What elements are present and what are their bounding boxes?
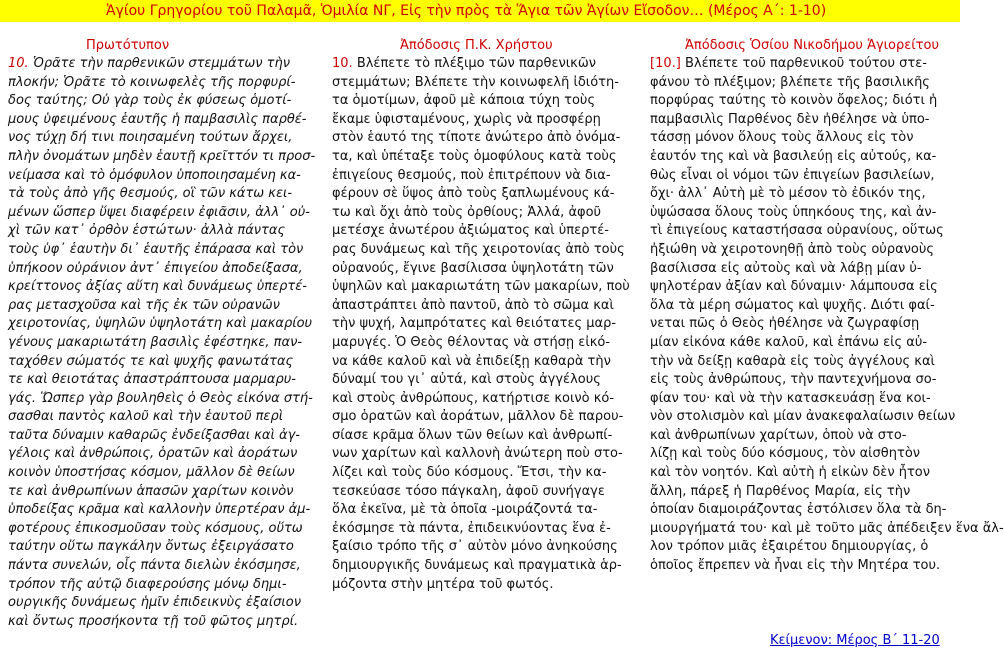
- text-line: κοινὸν ὑποστήσας κόσμον, μᾶλλον δὲ θείων: [8, 465, 295, 481]
- text-line-content: Βλέπετε τὸ πλέξιμο τῶν παρθενικῶν: [352, 56, 596, 71]
- text-line: καὶ ὄντως προσήκοντα τῇ τοῦ φῶτος μητρί.: [8, 613, 299, 629]
- text-line: παμβασιλὶς Παρθένος δὲν ἠθέλησε νὰ ὑπο-: [650, 111, 930, 127]
- text-line: ὑψώσασα ὅλους τοὺς ὑπηκόους της, καὶ ἀν-: [650, 204, 937, 220]
- text-line: τάσσῃ μόνον ὅλους τοὺς ἄλλους εἰς τὸν: [650, 130, 914, 146]
- text-line: [332, 55, 627, 74]
- text-line: ὅλα τὰ μέρη σώματος καὶ ψυχῆς. Διότι φαί-: [650, 297, 935, 313]
- text-line: φέρουν σὲ ὕψος ἀπὸ τοὺς ξαπλωμένους κά-: [332, 186, 615, 202]
- text-line: νων χαρίτων καὶ καλλονὴ ἀνώτερη ποὺ στο-: [332, 446, 623, 462]
- text-line: μαρυγές. Ὁ Θεὸς θέλοντας νὰ στήσῃ εἰκό-: [332, 334, 611, 350]
- text-line: χειροτονίας, ὑψηλῶν ὑψηλοτάτη καὶ μακαρίου: [8, 316, 313, 332]
- text-line: μετέσχε ἀνωτέρου ἀξιώματος καὶ ὑπερτέ-: [332, 223, 609, 239]
- text-line: νὸν στολισμὸν καὶ μίαν ἀνακεφαλαίωσιν θείων: [650, 409, 956, 425]
- paragraph-number: [10.]: [650, 56, 681, 71]
- text-line: τε καὶ θειοτάτας ἀπαστράπτουσα μαρμαρυ-: [8, 372, 296, 388]
- text-line: ὁποίαν διαμοιράζοντας ἐστόλισεν ὅλα τὰ δη-: [650, 502, 947, 518]
- text-line: σίασε κρᾶμα ὅλων τῶν θείων καὶ ἀνθρωπί-: [332, 427, 613, 443]
- text-line: φίαν του· καὶ νὰ τὴν κατασκευάσῃ ἕνα κοι-: [650, 390, 931, 406]
- text-line: νείμασα καὶ τὸ ὁμόφυλον ὑποποιησαμένη κα-: [8, 167, 301, 183]
- text-line: λον τρόπον μιᾶς ἐξαιρέτου δημιουργίας, ὁ: [650, 539, 929, 555]
- text-line: τεσκεύασε τόσο πάγκαλη, ἀφοῦ συνήγαγε: [332, 483, 605, 499]
- text-line: τε καὶ ἀνθρωπίνων ἁπασῶν χαρίτων κοινὸν: [8, 483, 294, 499]
- text-line: ἐκόσμησε τὰ πάντα, ἐπιδεικνύοντας ἕνα ἐ-: [332, 520, 611, 536]
- column-original-text: [8, 55, 316, 631]
- text-line: ὅλα ἐκεῖνα, μὲ τὰ ὁποῖα -μοιράζοντά τα-: [332, 502, 598, 518]
- text-line: τὶ ἐπιγείους καταστήσασα οὐρανίους, οὕτως: [650, 223, 944, 239]
- text-line: γέλοις καὶ ἀνθρώποις, ὁρατῶν καὶ ἀοράτων: [8, 446, 298, 462]
- text-line: στὸν ἑαυτό της τίποτε ἀνώτερο ἀπὸ ὀνόμα-: [332, 130, 621, 146]
- text-line: ταχόθεν σώματός τε καὶ ψυχῆς φανωτάτας: [8, 353, 294, 369]
- text-line: ταύτην οὕτω παγκάλην ὄντως ἐξειργάσατο: [8, 539, 294, 555]
- text-line: τα, καὶ ὑπέταξε τοὺς ὁμοφύλους κατὰ τοὺς: [332, 148, 617, 164]
- text-line: ὑψηλῶν καὶ μακαριωτάτη τῶν μακαρίων, ποὺ: [332, 279, 630, 295]
- text-line-content: Βλέπετε τοῦ παρθενικοῦ τούτου στε-: [680, 56, 927, 71]
- text-line: στεμμάτων; Βλέπετε τὴν κοινωφελῆ ἰδιότη-: [332, 74, 619, 90]
- text-line: [8, 55, 308, 74]
- text-line: [650, 55, 955, 74]
- text-line: καὶ ἀνθρωπίνων χαρίτων, ὁποὺ νὰ στο-: [650, 427, 907, 443]
- text-line: ξαίσιο τρόπο τῆς σ᾽ αὐτὸν μόνο ἀνηκούσης: [332, 539, 618, 555]
- text-line: ὑπήκοον οὐράνιον ἀντ᾽ ἐπιγείου ἀποδείξασα,: [8, 260, 303, 276]
- text-line: κρείττονος ἀξίας αὕτη καὶ δυνάμεως ὑπερτέ-: [8, 279, 307, 295]
- text-line-content: Ὁρᾶτε τὴν παρθενικῶν στεμμάτων τὴν: [28, 56, 290, 71]
- text-line: τρόπον τῆς αὐτῷ διαφερούσης μόνῳ δημι-: [8, 576, 287, 592]
- text-line: γένους μακαριωτάτη βασιλὶς ἐφέστηκε, παν-: [8, 334, 303, 350]
- text-line: εἰς τοὺς ἀνθρώπους, τὴν παντεχνήμονα σο-: [650, 372, 937, 388]
- text-line: ἐπιγείους θεσμούς, ποὺ ἐπιτρέπουν νὰ δια-: [332, 167, 611, 183]
- text-line: δημιουργικῆς δυνάμεως καὶ πραγματικὰ ἁρ-: [332, 558, 622, 574]
- text-line: μίαν εἰκόνα κάθε καλοῦ, καὶ ἐπάνω εἰς αὐ-: [650, 334, 928, 350]
- text-line: ρας μετασχοῦσα καὶ τῆς ἐκ τῶν οὐρανῶν: [8, 297, 280, 313]
- text-line: τὰ τοὺς ἀπὸ γῆς θεσμούς, οἳ τῶν κάτω κει-: [8, 186, 293, 202]
- text-line: ἠξιώθη νὰ χειροτονηθῇ ἀπὸ τοὺς οὐρανοὺς: [650, 241, 935, 257]
- text-line: πλοκήν; Ὁρᾶτε τὸ κοινωφελὲς τῆς πορφυρί-: [8, 74, 296, 90]
- text-line: λίζῃ καὶ τοὺς δύο κόσμους, τὸν αἰσθητὸν: [650, 446, 921, 462]
- text-line: ουργικῆς δυνάμεως ἡμῖν ἐπιδεικνὺς ἐξαίσιον: [8, 595, 301, 611]
- text-line: ψηλοτέραν ἀξίαν καὶ δύναμιν· λάμπουσα εἰς: [650, 279, 938, 295]
- text-line: ἀπαστράπτει ἀπὸ παντοῦ, ἀπὸ τὸ σῶμα καὶ: [332, 297, 614, 313]
- text-line: μους ὑφειμένους ἑαυτῆς ἡ παμβασιλὶς παρθέ-: [8, 111, 307, 127]
- text-line: ὑποδείξας κρᾶμα καὶ καλλονὴν ὑπερτέραν ἀμ-: [8, 502, 311, 518]
- text-line: θὼς εἶναι οἱ νόμοι τῶν ἐπιγείων βασιλείων,: [650, 167, 935, 183]
- text-line: οὐρανούς, ἔγινε βασίλισσα ὑψηλοτάτη τῶν: [332, 260, 614, 276]
- text-line: μένων ὥσπερ ὕψει διαφέρειν ἐφιᾶσιν, ἀλλ᾽ οὐ-: [8, 204, 310, 220]
- text-line: ἔκαμε ὑφισταμένους, χωρὶς νὰ προσφέρῃ: [332, 111, 601, 127]
- text-line: τὴν νὰ δείξῃ καθαρὰ εἰς τοὺς ἀγγέλους καὶ: [650, 353, 935, 369]
- text-line: ἑαυτόν της καὶ νὰ βασιλεύῃ εἰς αὐτούς, κα-: [650, 148, 937, 164]
- text-line: ὄχι· ἀλλ᾽ Αὐτὴ μὲ τὸ μέσον τὸ ἐδικόν της,: [650, 186, 926, 202]
- column-christou-text: [332, 55, 630, 594]
- text-line: νεται πῶς ὁ Θεὸς ἠθέλησε νὰ ζωγραφίσῃ: [650, 316, 920, 332]
- text-line: πλὴν ὀνομάτων μηδὲν ἑαυτῇ κρεῖττόν τι προσ-: [8, 148, 316, 164]
- text-line: σμο ὁρατῶν καὶ ἀοράτων, μᾶλλον δὲ παρου-: [332, 409, 624, 425]
- text-line: νος τύχῃ δή τινι ποιησαμένη τούτων ἄρχει,: [8, 130, 293, 146]
- text-line: καὶ τὸν νοητόν. Καὶ αὐτὴ ἡ εἰκὼν δὲν ἦτον: [650, 465, 931, 481]
- column-heading-original: Πρωτότυπον: [86, 38, 170, 53]
- text-line: μόζοντα στὴν μητέρα τοῦ φωτός.: [332, 576, 554, 592]
- text-line: φάνου τὸ πλέξιμον; βλέπετε τῆς βασιλικῆς: [650, 74, 930, 90]
- text-line: τα ὁμοτίμων, ἀφοῦ μὲ κάποια τύχη τοὺς: [332, 93, 596, 109]
- column-heading-nikodimos: Ἀπόδοσις Ὁσίου Νικοδήμου Ἁγιορείτου: [685, 38, 939, 53]
- text-line: δύναμί του γι᾽ αὐτά, καὶ στοὺς ἀγγέλους: [332, 372, 601, 388]
- text-line: γάς. Ὥσπερ γὰρ βουληθεὶς ὁ Θεὸς εἰκόνα στή-: [8, 390, 313, 406]
- text-line: τω καὶ ὄχι ἀπὸ τοὺς ὀρθίους; Ἀλλά, ἀφοῦ: [332, 204, 602, 220]
- column-nikodimos-text: [650, 55, 1004, 576]
- text-line: βασίλισσα εἰς αὐτοὺς καὶ νὰ λάβῃ μίαν ὑ-: [650, 260, 922, 276]
- text-line: φοτέρους ἐπικοσμοῦσαν τοὺς κόσμους, οὕτω: [8, 520, 303, 536]
- text-line: πορφύρας ταύτης τὸ κοινὸν ὄφελος; διότι ἡ: [650, 93, 938, 109]
- text-line: ὁποῖος ἔπρεπεν νὰ ἦναι εἰς τὴν Μητέρα του.: [650, 558, 941, 574]
- text-line: καὶ στοὺς ἀνθρώπους, κατήρτισε κοινὸ κό-: [332, 390, 615, 406]
- text-line: να κάθε καλοῦ καὶ νὰ ἐπιδείξῃ καθαρὰ τὴν: [332, 353, 611, 369]
- paragraph-number: 10.: [8, 56, 29, 71]
- text-line: δος ταύτης; Οὐ γὰρ τοὺς ἐκ φύσεως ὁμοτί-: [8, 93, 292, 109]
- text-line: μιουργήματά του· καὶ μὲ τοῦτο μᾶς ἀπέδειξεν ἕνα ἄλ-: [650, 520, 1004, 536]
- text-line: ρας δυνάμεως καὶ τῆς χειροτονίας ἀπὸ τοὺς: [332, 241, 625, 257]
- next-part-link[interactable]: Κείμενον: Μέρος Β΄ 11-20: [770, 633, 940, 648]
- text-line: χὶ τῶν κατ᾽ ὀρθὸν ἑστώτων· ἀλλὰ πάντας: [8, 223, 286, 239]
- paragraph-number: 10.: [332, 56, 353, 71]
- text-line: σασθαι παντὸς καλοῦ καὶ τὴν ἑαυτοῦ περὶ: [8, 409, 284, 425]
- column-heading-christou: Ἀπόδοσις Π.Κ. Χρήστου: [400, 38, 553, 53]
- text-line: πάντα συνελών, οἷς πάντα διελὼν ἐκόσμησε,: [8, 558, 301, 574]
- text-line: τὴν ψυχή, λαμπρότατες καὶ θειότατες μαρ-: [332, 316, 617, 332]
- text-line: τοὺς ὑφ᾽ ἑαυτὴν δι᾽ ἑαυτῆς ἐπάρασα καὶ τὸν: [8, 241, 304, 257]
- text-line: ἄλλη, πάρεξ ἡ Παρθένος Μαρία, εἰς τὴν: [650, 483, 911, 499]
- text-line: λίζει καὶ τοὺς δύο κόσμους. Ἔτσι, τὴν κα-: [332, 465, 607, 481]
- page-title: Ἁγίου Γρηγορίου τοῦ Παλαμᾶ, Ὁμιλία ΝΓ, Εἰς τὴν πρὸς τὰ Ἅγια τῶν Ἁγίων Εἴσοδον… (Μέρος Α΄: 1-10): [0, 0, 960, 22]
- text-line: ταῦτα δύναμιν καθαρῶς ἐνδείξασθαι καὶ ἀγ-: [8, 427, 300, 443]
